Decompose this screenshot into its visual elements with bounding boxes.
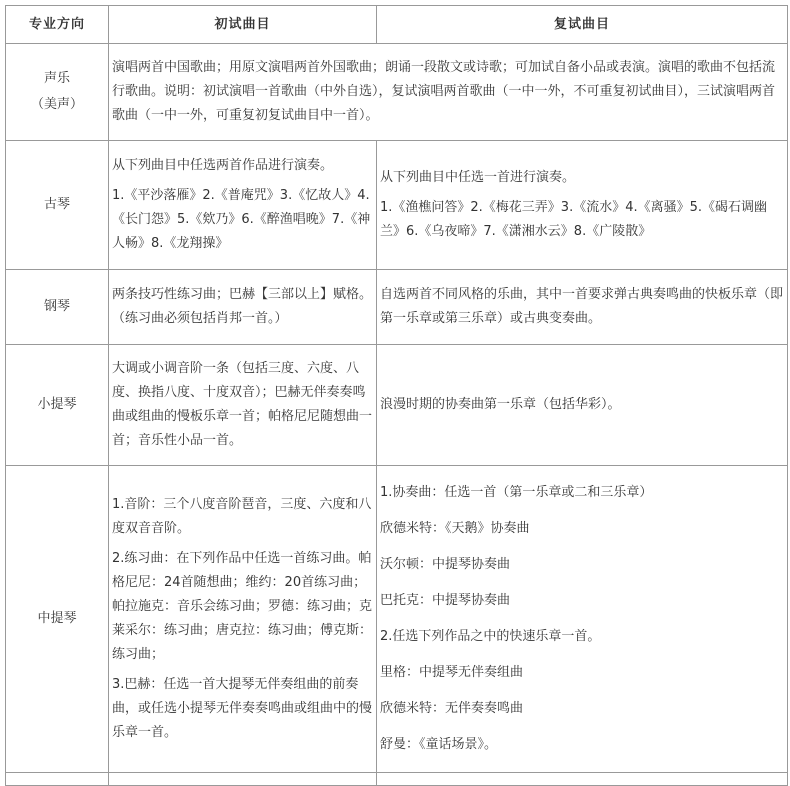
preliminary-item: 1.音阶：三个八度音阶琶音，三度、六度和八度双音音阶。 [112, 497, 372, 536]
retest-item: 欣德米特：《天鹅》协奏曲 [380, 521, 530, 536]
preliminary-cell: 大调或小调音阶一条（包括三度、六度、八度、换指八度、十度双音）；巴赫无伴奏奏鸣曲或组曲的慢板乐章一首；帕格尼尼随想曲一首；音乐性小品一首。 [109, 345, 377, 466]
table-row-piano [6, 270, 788, 345]
direction-cell-piano [6, 270, 109, 345]
retest-piece-list: 1.《渔樵问答》2.《梅花三弄》3.《流水》4.《离骚》5.《碣石调幽兰》6.《乌夜啼》7.《潇湘水云》8.《广陵散》 [380, 200, 768, 239]
preliminary-piece-list: 1.《平沙落雁》2.《普庵咒》3.《忆故人》4.《长门怨》5.《欸乃》6.《醉渔唱晚》7.《神人畅》8.《龙翔操》 [112, 188, 371, 251]
table-header-row [6, 6, 788, 44]
table-row-guqin [6, 141, 788, 270]
preliminary-cell [109, 141, 377, 270]
preliminary-cell [109, 466, 377, 773]
retest-cell [377, 466, 788, 773]
table-row-viola [6, 466, 788, 773]
retest-item: 巴托克：中提琴协奏曲 [380, 593, 511, 608]
direction-label: 声乐 [43, 71, 70, 86]
retest-item: 沃尔顿：中提琴协奏曲 [380, 557, 511, 572]
retest-item: 舒曼：《童话场景》。 [380, 737, 498, 752]
direction-label: 古琴 [43, 197, 70, 212]
table-row-violin [6, 345, 788, 466]
retest-item: 2.任选下列作品之中的快速乐章一首。 [380, 629, 601, 644]
direction-label: 钢琴 [43, 299, 70, 314]
retest-cell: 浪漫时期的协奏曲第一乐章（包括华彩）。 [377, 345, 788, 466]
header-preliminary: 初试曲目 [109, 6, 377, 44]
table-row-vocal [6, 44, 788, 141]
empty-cell [6, 773, 109, 786]
direction-label: 中提琴 [37, 611, 77, 626]
empty-cell [377, 773, 788, 786]
header-direction: 专业方向 [6, 6, 109, 44]
header-retest: 复试曲目 [377, 6, 788, 44]
direction-label: 小提琴 [37, 397, 77, 412]
direction-cell-viola [6, 466, 109, 773]
retest-cell [377, 141, 788, 270]
preliminary-cell: 两条技巧性练习曲；巴赫【三部以上】赋格。（练习曲必须包括肖邦一首。） [109, 270, 377, 345]
direction-cell-vocal [6, 44, 109, 141]
retest-item: 1.协奏曲：任选一首（第一乐章或二和三乐章） [380, 485, 653, 500]
preliminary-item: 3.巴赫：任选一首大提琴无伴奏组曲的前奏曲，或任选小提琴无伴奏奏鸣曲或组曲中的慢乐章一首。 [112, 677, 373, 740]
retest-item: 欣德米特：无伴奏奏鸣曲 [380, 701, 524, 716]
table-row-partial [6, 773, 788, 786]
retest-item: 里格：中提琴无伴奏组曲 [380, 665, 524, 680]
requirements-table [5, 5, 788, 786]
retest-instruction: 从下列曲目中任选一首进行演奏。 [380, 170, 576, 185]
preliminary-item: 2.练习曲：在下列作品中任选一首练习曲。帕格尼尼：24首随想曲；维约：20首练习曲；帕拉施克：音乐会练习曲；罗德：练习曲；克莱采尔：练习曲；唐克拉：练习曲；傅克斯：练习曲； [112, 551, 373, 662]
preliminary-instruction: 从下列曲目中任选两首作品进行演奏。 [112, 158, 334, 173]
merged-requirement-cell: 演唱两首中国歌曲；用原文演唱两首外国歌曲；朗诵一段散文或诗歌；可加试自备小品或表演。演唱的歌曲不包括流行歌曲。说明：初试演唱一首歌曲（中外自选），复试演唱两首歌曲（一中一外，不可重复初试曲目），三试演唱两首歌曲（一中一外，可重复初复试曲目中一首）。 [109, 44, 788, 141]
empty-cell [109, 773, 377, 786]
direction-sublabel: （美声） [30, 97, 83, 112]
retest-cell: 自选两首不同风格的乐曲，其中一首要求弹古典奏鸣曲的快板乐章（即第一乐章或第三乐章）或古典变奏曲。 [377, 270, 788, 345]
direction-cell-guqin [6, 141, 109, 270]
direction-cell-violin [6, 345, 109, 466]
